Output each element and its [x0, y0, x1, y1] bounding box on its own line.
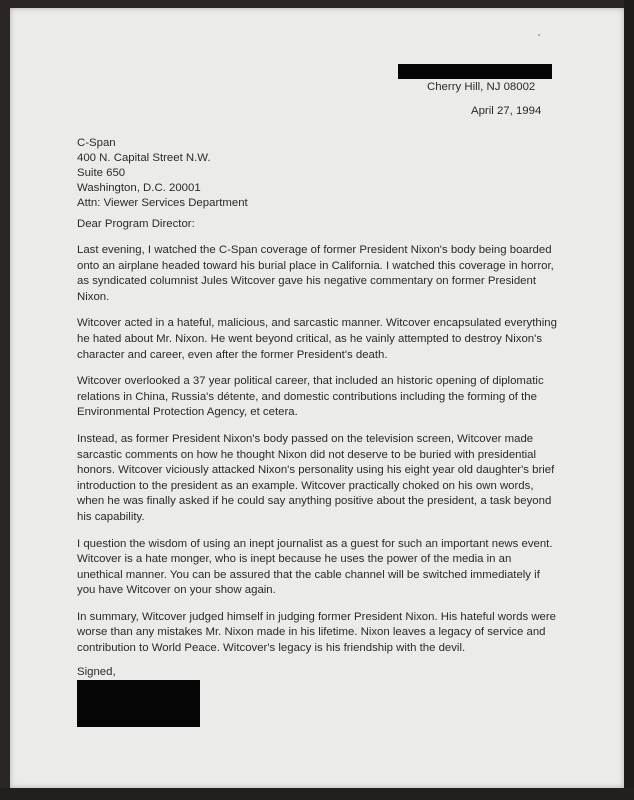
- closing: Signed,: [77, 666, 116, 678]
- recipient-line: Attn: Viewer Services Department: [77, 197, 248, 209]
- recipient-line: C-Span: [77, 137, 116, 149]
- body-paragraph: Last evening, I watched the C-Span coverage of former President Nixon's body being boarded onto an airplane headed toward his burial place in California. I watched this coverage in horror, as syndicated columnist Jules Witcover gave his negative commentary on former President Nixon.: [77, 244, 554, 303]
- letter-date: April 27, 1994: [471, 105, 542, 117]
- body-paragraph: Witcover acted in a hateful, malicious, and sarcastic manner. Witcover encapsulated everything he hated about Mr. Nixon. He went beyond critical, as he vainly attempted to destroy Nixon's character and career, even after the former President's death.: [77, 317, 557, 361]
- salutation: Dear Program Director:: [77, 218, 195, 230]
- recipient-address: [77, 136, 248, 211]
- body-paragraph: Witcover overlooked a 37 year political career, that included an historic opening of diplomatic relations in China, Russia's détente, and domestic contributions including the forming of the Environmental Protection Agency, et cetera.: [77, 375, 544, 419]
- redacted-signature: [77, 680, 200, 727]
- paper-speck: [538, 34, 540, 36]
- sender-city-line: Cherry Hill, NJ 08002: [427, 81, 536, 93]
- recipient-line: 400 N. Capital Street N.W.: [77, 152, 211, 164]
- body-paragraph: I question the wisdom of using an inept journalist as a guest for such an important news event. Witcover is a hate monger, who is inept because he uses the power of the media in an unethical manner. You can be assured that the cable channel will be switched immediately if you have Witcover on your show again.: [77, 537, 553, 597]
- redacted-sender-address: [398, 64, 552, 79]
- body-paragraph: In summary, Witcover judged himself in judging former President Nixon. His hateful words were worse than any mistakes Mr. Nixon made in his lifetime. Nixon leaves a legacy of service and contribution to World Peace. Witcover's legacy is his friendship with the devil.: [77, 610, 557, 655]
- letter-body: [77, 243, 557, 668]
- scan-edge-bottom: [0, 788, 634, 800]
- recipient-line: Washington, D.C. 20001: [77, 182, 201, 194]
- body-paragraph: Instead, as former President Nixon's body passed on the television screen, Witcover made sarcastic comments on how he thought Nixon did not deserve to be buried with presidential honors. Witcover viciously attacked Nixon's personality using his eight year old daughter's brief introduction to the president as an example. Witcover practically choked on his own words, when he was finally asked if he could say anything positive about the president, a task beyond his capability.: [77, 432, 555, 523]
- scan-edge-right: [624, 0, 634, 800]
- recipient-line: Suite 650: [77, 167, 126, 179]
